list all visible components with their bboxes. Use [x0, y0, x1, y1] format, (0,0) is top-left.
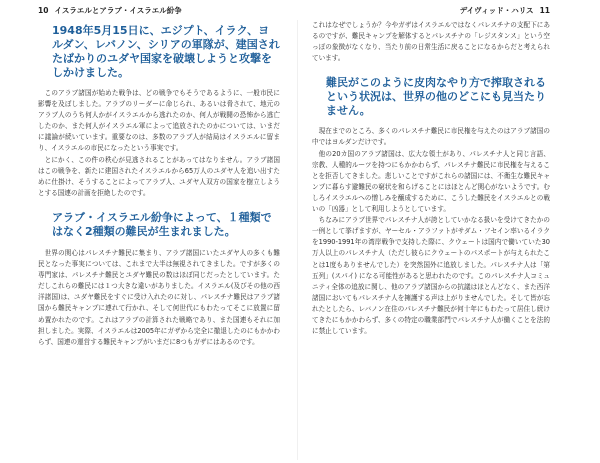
left-page-number: 10 — [38, 5, 49, 15]
body-paragraph: これはなぜでしょうか？今やガザはイスラエルではなくパレスチナの支配下にあるのですが、難民キャンプを解体するとパレスチナの「レジスタンス」という空っぽの象徴がなくなり、当たり前の日常生活に戻ることになるからだと考えられています。 — [312, 21, 550, 63]
right-page — [300, 0, 590, 463]
body-paragraph: 世界の関心はパレスチナ難民に集まり、アラブ諸国にいたユダヤ人の多くも難民となった事実については、これまで大半は無視されてきました。ですが多くの専門家は、パレスチナ難民とユダヤ難民の数はほぼ同じだったとしています。ただしこれらの難民には１つ大きな違いがありました。イスラエル(及びその他の西洋諸国)は、ユダヤ難民をすぐに受け入れたのに対し、パレスチナ難民はアラブ諸国から難民キャンプに連れて行かれ、そして何世代にもわたってそこに放置に留め置かれたのです。これはアラブの計算された戦略であり、また国連もそれに加担しました。実際、イスラエルは2005年にガザから完全に撤退したのにもかかわらず、国連の運営する難民キャンプがいまだに8つもガザにはあるのです。 — [38, 248, 280, 346]
section-heading: 1948年5月15日に、エジプト、イラク、ヨルダン、レバノン、シリアの軍隊が、建国されたばかりのユダヤ国家を破壊しようと攻撃をしかけました。 — [52, 24, 280, 79]
page-gutter — [297, 20, 298, 460]
body-paragraph: このアラブ諸国が始めた戦争は、どの戦争でもそうであるように、一般市民に影響を及ぼしました。アラブのリーダーに命じられ、あるいは脅されて、地元のアラブ人のうち何人かがイスラエルから逃れたのか、何人が戦闘の恐怖から逃亡したのか、また何人がイスラエル軍によって追放されたのかについては、いまだに議論が続いています。重要なのは、多数のアラブ人が結局はイスラエルに留まり、イスラエルの市民になったという事実です。 — [38, 89, 280, 153]
left-running-head: イスラエルとアラブ・イスラエル紛争 — [54, 5, 182, 15]
right-page-header — [312, 0, 550, 20]
body-paragraph: とにかく、この件の秩心が見逃されることがあってはなりません。アラブ諸国はこの戦争を、新たに建国されたイスラエルから65万人のユダヤ人を追い出すために仕掛け、そうすることによってアラブ人、ユダヤ人双方の国家を樹立しようとする国連の計画を拒絶したのです。 — [38, 155, 280, 197]
left-page-header — [38, 0, 280, 20]
body-paragraph: 現在までのところ、多くのパレスチナ難民に市民権を与えたのはアラブ諸国の中ではヨルダンだけです。 — [312, 127, 550, 147]
section-heading: 難民がこのように皮肉なやり方で搾取されるという状況は、世界の他のどこにも見当たりません。 — [326, 76, 546, 118]
right-running-head: デイヴィッド・ハリス — [459, 5, 534, 15]
body-paragraph: 他の20カ国のアラブ諸国は、広大な領土があり、パレスチナ人と同じ言語、宗教、人種的ルーツを持つにもかかわらず、パレスチナ難民に市民権を与えることを拒否してきました。悲しいことですがこれらの諸国には、不衛生な難民キャンプに暮らす避難民の窮状を和らげることにはほとんど関心がないようです。むしろイスラエルへの憎しみを醸成するために、こうした難民をイスラエルとの戦いの「凶器」として利用しようとしています。 — [312, 149, 550, 214]
right-page-number: 11 — [539, 5, 550, 15]
body-paragraph: ちなみにアラブ世界でパレスチナ人が誇としていかなる扱いを受けてきたかの一例として挙げますが、ヤーセル・アラファトがサダム・フセイン率いるイラクを1990-1991年の湾岸戦争で支持した際に、クウェートは国内で働いていた30万人以上のパレスチナ人（ただし彼らにクウェートのパスポートが与えられたことは1度もありませんでした）を突然国外に追放しました。パレスチナ人は「第五列」(スパイ) になる可能性があると思われたのです。このパレスチナ人コミュニティ全体の追放に関し、他のアラブ諸国からの抗議はほとんどなく、また西洋諸国においてもパレスチナ人を擁護する声は上がりませんでした。そして皆が忘れたとしたら、レバノン在住のパレスチナ難民が何十年にもわたって居住し続けてきたにもかかわらず、多くの特定の職業部門でパレスチナ人が働くことを法的に禁止しています。 — [312, 216, 550, 336]
section-heading: アラブ・イスラエル紛争によって、１種類ではなく2種類の難民が生まれました。 — [52, 210, 272, 238]
left-page — [0, 0, 290, 463]
